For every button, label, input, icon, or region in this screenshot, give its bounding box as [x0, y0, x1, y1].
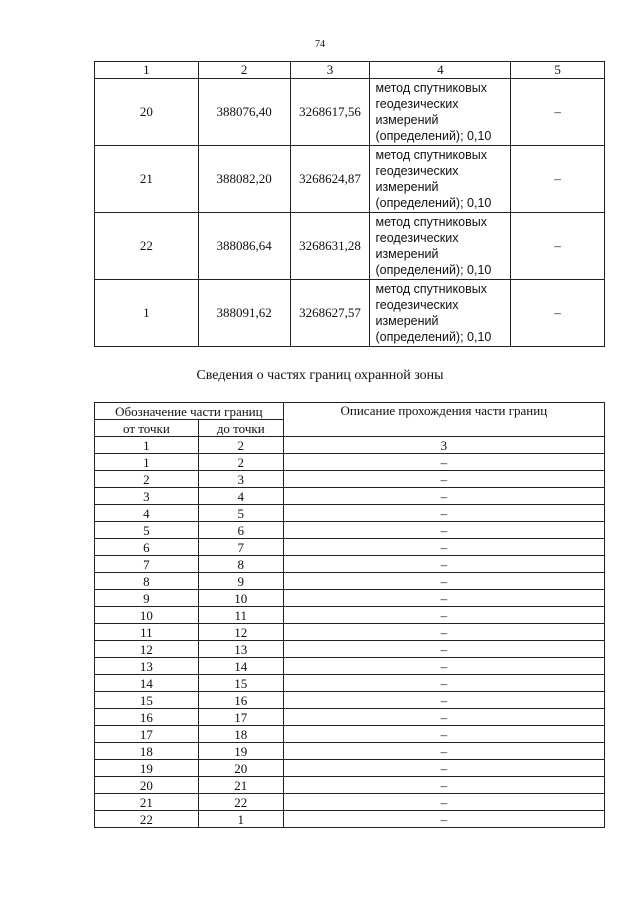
description-cell: –	[283, 624, 604, 641]
from-point-cell: 19	[95, 760, 199, 777]
to-point-cell: 9	[198, 573, 283, 590]
description-cell: –	[283, 760, 604, 777]
to-point-cell: 2	[198, 454, 283, 471]
from-point-cell: 8	[95, 573, 199, 590]
description-cell: –	[283, 556, 604, 573]
to-point-cell: 16	[198, 692, 283, 709]
description-cell: –	[283, 794, 604, 811]
description-cell: –	[283, 573, 604, 590]
page-number: 74	[315, 39, 325, 50]
table-row	[95, 454, 605, 471]
point-cell: 20	[95, 79, 199, 146]
parts-header-row	[95, 403, 605, 420]
table-row	[95, 488, 605, 505]
from-point-cell: 5	[95, 522, 199, 539]
note-cell: –	[511, 146, 605, 213]
from-point-cell: 1	[95, 454, 199, 471]
col-header-5: 5	[511, 62, 605, 79]
x-coordinate-cell: 388076,40	[198, 79, 290, 146]
from-point-cell: 11	[95, 624, 199, 641]
to-point-cell: 14	[198, 658, 283, 675]
coordinates-row	[95, 213, 605, 280]
section-title: Сведения о частях границ охранной зоны	[196, 368, 444, 383]
to-point-cell: 3	[198, 471, 283, 488]
method-line: измерений	[375, 180, 439, 194]
table-row	[95, 692, 605, 709]
y-coordinate-cell: 3268617,56	[290, 79, 370, 146]
point-cell: 22	[95, 213, 199, 280]
to-point-header: до точки	[198, 420, 283, 437]
y-coordinate-cell: 3268624,87	[290, 146, 370, 213]
table-row	[95, 607, 605, 624]
method-line: геодезических	[375, 231, 459, 245]
from-point-cell: 13	[95, 658, 199, 675]
table-row	[95, 794, 605, 811]
num-col-3: 3	[283, 437, 604, 454]
to-point-cell: 10	[198, 590, 283, 607]
y-coordinate-cell: 3268631,28	[290, 213, 370, 280]
table-row	[95, 675, 605, 692]
to-point-cell: 4	[198, 488, 283, 505]
table-row	[95, 709, 605, 726]
description-cell: –	[283, 454, 604, 471]
table-row	[95, 760, 605, 777]
method-cell	[370, 213, 511, 280]
coordinates-row	[95, 79, 605, 146]
col-header-4: 4	[370, 62, 511, 79]
description-cell: –	[283, 743, 604, 760]
num-col-2: 2	[198, 437, 283, 454]
from-point-cell: 10	[95, 607, 199, 624]
method-line: метод спутниковых	[375, 148, 487, 162]
method-line: (определений); 0,10	[375, 263, 492, 277]
from-point-cell: 20	[95, 777, 199, 794]
to-point-cell: 1	[198, 811, 283, 828]
method-cell	[370, 79, 511, 146]
from-point-cell: 9	[95, 590, 199, 607]
table-row	[95, 556, 605, 573]
table-row	[95, 590, 605, 607]
table-row	[95, 811, 605, 828]
description-cell: –	[283, 692, 604, 709]
description-cell: –	[283, 709, 604, 726]
method-line: геодезических	[375, 97, 459, 111]
description-cell: –	[283, 471, 604, 488]
from-point-cell: 18	[95, 743, 199, 760]
method-line: метод спутниковых	[375, 81, 487, 95]
description-cell: –	[283, 505, 604, 522]
table-row	[95, 573, 605, 590]
table-row	[95, 624, 605, 641]
col-header-3: 3	[290, 62, 370, 79]
note-cell: –	[511, 213, 605, 280]
table-row	[95, 641, 605, 658]
to-point-cell: 19	[198, 743, 283, 760]
table-row	[95, 471, 605, 488]
coordinates-table	[94, 61, 605, 347]
table-row	[95, 539, 605, 556]
from-point-cell: 6	[95, 539, 199, 556]
method-line: (определений); 0,10	[375, 129, 492, 143]
method-line: геодезических	[375, 164, 459, 178]
description-cell: –	[283, 641, 604, 658]
to-point-cell: 12	[198, 624, 283, 641]
from-point-cell: 22	[95, 811, 199, 828]
from-point-cell: 21	[95, 794, 199, 811]
boundary-parts-table	[94, 402, 605, 828]
x-coordinate-cell: 388091,62	[198, 280, 290, 347]
coordinates-row	[95, 146, 605, 213]
description-cell: –	[283, 675, 604, 692]
from-point-header: от точки	[95, 420, 199, 437]
description-cell: –	[283, 658, 604, 675]
from-point-cell: 16	[95, 709, 199, 726]
method-line: метод спутниковых	[375, 215, 487, 229]
to-point-cell: 5	[198, 505, 283, 522]
from-point-cell: 14	[95, 675, 199, 692]
col-header-2: 2	[198, 62, 290, 79]
coordinates-header-row	[95, 62, 605, 79]
table-row	[95, 522, 605, 539]
to-point-cell: 13	[198, 641, 283, 658]
from-point-cell: 12	[95, 641, 199, 658]
table-row	[95, 505, 605, 522]
method-line: (определений); 0,10	[375, 196, 492, 210]
from-point-cell: 2	[95, 471, 199, 488]
description-cell: –	[283, 726, 604, 743]
description-cell: –	[283, 811, 604, 828]
parts-number-row	[95, 437, 605, 454]
method-line: измерений	[375, 113, 439, 127]
from-point-cell: 3	[95, 488, 199, 505]
table-row	[95, 777, 605, 794]
col-header-1: 1	[95, 62, 199, 79]
from-point-cell: 17	[95, 726, 199, 743]
note-cell: –	[511, 280, 605, 347]
method-cell	[370, 146, 511, 213]
description-cell: –	[283, 522, 604, 539]
designation-header: Обозначение части границ	[95, 403, 284, 420]
x-coordinate-cell: 388086,64	[198, 213, 290, 280]
y-coordinate-cell: 3268627,57	[290, 280, 370, 347]
coordinates-row	[95, 280, 605, 347]
table-row	[95, 658, 605, 675]
description-cell: –	[283, 607, 604, 624]
description-cell: –	[283, 590, 604, 607]
to-point-cell: 15	[198, 675, 283, 692]
num-col-1: 1	[95, 437, 199, 454]
point-cell: 1	[95, 280, 199, 347]
to-point-cell: 6	[198, 522, 283, 539]
from-point-cell: 4	[95, 505, 199, 522]
to-point-cell: 18	[198, 726, 283, 743]
to-point-cell: 17	[198, 709, 283, 726]
point-cell: 21	[95, 146, 199, 213]
method-line: измерений	[375, 314, 439, 328]
from-point-cell: 15	[95, 692, 199, 709]
to-point-cell: 20	[198, 760, 283, 777]
table-row	[95, 726, 605, 743]
from-point-cell: 7	[95, 556, 199, 573]
to-point-cell: 7	[198, 539, 283, 556]
method-line: геодезических	[375, 298, 459, 312]
method-line: метод спутниковых	[375, 282, 487, 296]
to-point-cell: 22	[198, 794, 283, 811]
method-line: измерений	[375, 247, 439, 261]
to-point-cell: 11	[198, 607, 283, 624]
description-cell: –	[283, 539, 604, 556]
to-point-cell: 8	[198, 556, 283, 573]
method-line: (определений); 0,10	[375, 330, 492, 344]
to-point-cell: 21	[198, 777, 283, 794]
description-header: Описание прохождения части границ	[283, 403, 604, 437]
description-cell: –	[283, 488, 604, 505]
x-coordinate-cell: 388082,20	[198, 146, 290, 213]
description-cell: –	[283, 777, 604, 794]
table-row	[95, 743, 605, 760]
method-cell	[370, 280, 511, 347]
note-cell: –	[511, 79, 605, 146]
